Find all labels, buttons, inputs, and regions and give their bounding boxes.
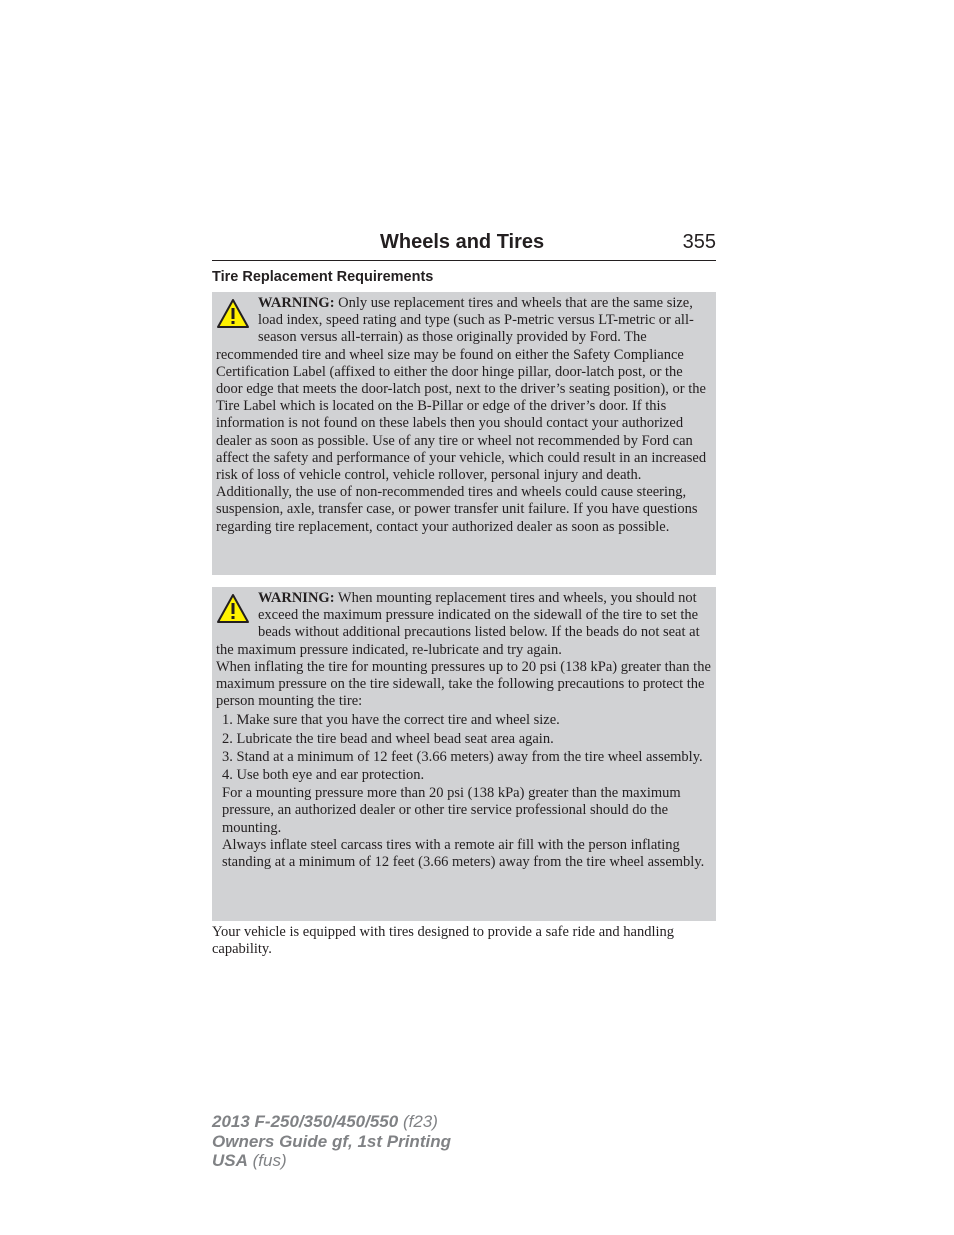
- warning-box-2: [212, 587, 716, 921]
- warning-label: WARNING:: [258, 295, 335, 311]
- section-title: Tire Replacement Requirements: [212, 269, 434, 285]
- footer-market-code: (fus): [247, 1151, 287, 1170]
- footer-model-code: (f23): [398, 1112, 438, 1131]
- warning-box-1: [212, 292, 716, 575]
- footer-line-3: [212, 1151, 451, 1171]
- warning-triangle-icon: [216, 593, 250, 625]
- list-item: 2. Lubricate the tire bead and wheel bead seat area again.: [222, 730, 554, 747]
- precaution-list: [222, 712, 712, 784]
- body-paragraph: Your vehicle is equipped with tires designed to provide a safe ride and handling capability.: [212, 924, 675, 957]
- list-item: 3. Stand at a minimum of 12 feet (3.66 meters) away from the tire wheel assembly.: [222, 748, 703, 765]
- footer-model: 2013 F-250/350/450/550: [212, 1112, 399, 1131]
- chapter-title: Wheels and Tires: [380, 231, 545, 253]
- warning-2-text: [216, 590, 712, 659]
- steel-carcass-paragraph: Always inflate steel carcass tires with a remote air fill with the person inflating standing at a minimum of 12 feet (3.66 meters) away from the tire wheel assembly.: [222, 836, 705, 871]
- high-pressure-paragraph: For a mounting pressure more than 20 psi (138 kPa) greater than the maximum pressure, an authorized dealer or other tire service professional should do the mounting.: [222, 785, 681, 836]
- warning-triangle-icon: [216, 298, 250, 330]
- warning-label: WARNING:: [258, 590, 335, 606]
- page-header: [212, 229, 716, 261]
- document-footer: [212, 1112, 451, 1171]
- footer-market: USA: [212, 1151, 248, 1170]
- page-number: 355: [682, 231, 716, 253]
- footer-line-1: [212, 1112, 451, 1132]
- list-item: 1. Make sure that you have the correct tire and wheel size.: [222, 712, 560, 729]
- list-item: 4. Use both eye and ear protection.: [222, 767, 425, 784]
- warning-1-body: Only use replacement tires and wheels that are the same size, load index, speed rating and type (such as P-metric versus LT-metric or all-season versus all-terrain) as those originally provided by Ford. The recommended tire and wheel size may be found on either the Safety Compliance Certification Label (affixed to either the door hinge pillar, door-latch post, or the door edge that meets the door-latch post, next to the driver’s seating position), or the Tire Label which is located on the B-Pillar or edge of the driver’s door. If this information is not found on these labels then you should contact your authorized dealer as soon as possible. Use of any tire or wheel not recommended by Ford can affect the safety and performance of your vehicle, which could result in an increased risk of loss of vehicle control, vehicle rollover, personal injury and death. Additionally, the use of non-recommended tires and wheels could cause steering, suspension, axle, transfer case, or power transfer unit failure. If you have questions regarding tire replacement, contact your authorized dealer as soon as possible.: [216, 295, 707, 535]
- footer-guide: Owners Guide gf, 1st Printing: [212, 1131, 451, 1151]
- warning-1-text: [216, 295, 712, 536]
- footer-line-2: [212, 1132, 451, 1152]
- inflation-paragraph: When inflating the tire for mounting pressures up to 20 psi (138 kPa) greater than the maximum pressure on the tire sidewall, take the following precautions to protect the person mounting the tire:: [216, 658, 711, 710]
- warning-2-body: When mounting replacement tires and wheels, you should not exceed the maximum pressure indicated on the sidewall of the tire to set the beads without additional precautions listed below. If the beads do not seat at the maximum pressure indicated, re-lubricate and try again.: [216, 590, 700, 658]
